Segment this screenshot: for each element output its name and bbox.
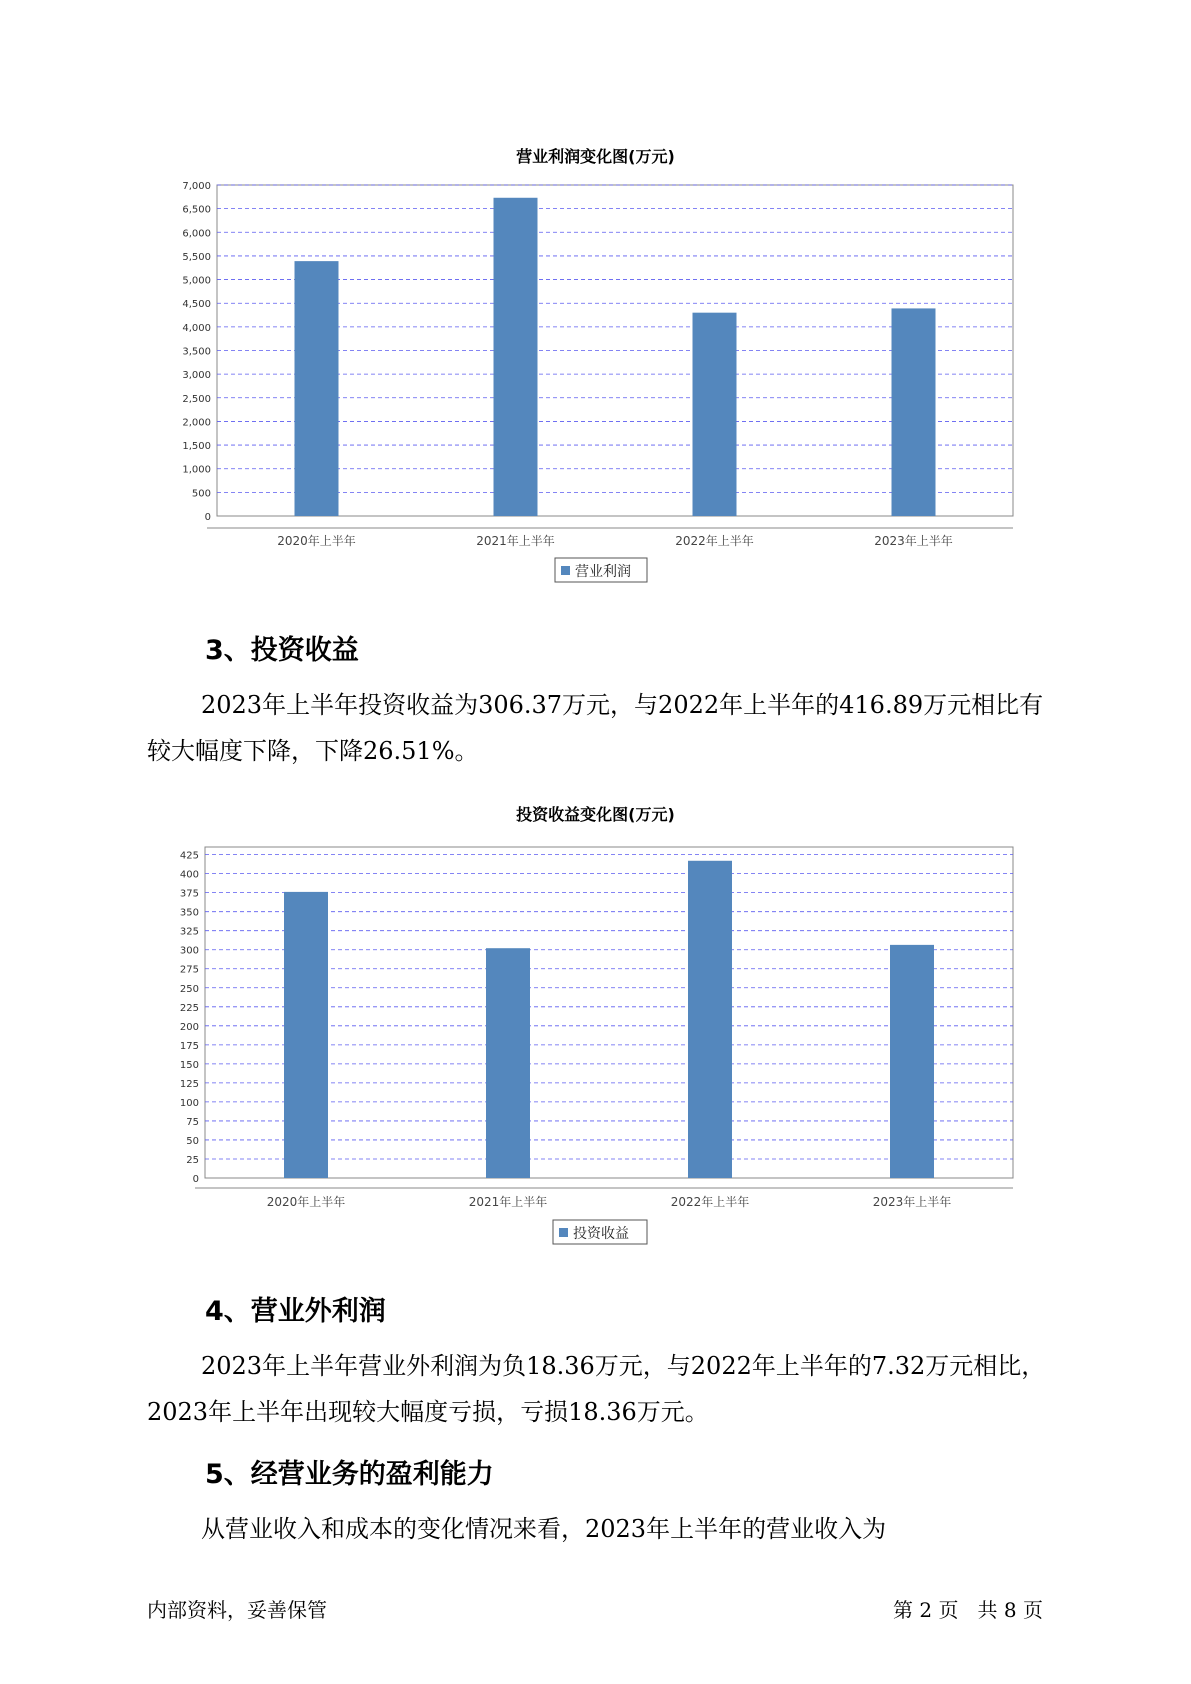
- chart1-y-tick-label: 6,000: [182, 228, 211, 240]
- chart2-y-tick-label: 100: [179, 1097, 199, 1109]
- chart1-legend-swatch: [561, 566, 570, 575]
- chart2-y-tick-label: 0: [192, 1174, 199, 1185]
- chart2-bar: [486, 948, 530, 1178]
- chart1-y-tick-label: 6,500: [182, 204, 211, 216]
- footer-page-number: 第 2 页 共 8 页: [893, 1598, 1043, 1622]
- chart2-y-tick-label: 225: [179, 1002, 199, 1014]
- chart1-title: 营业利润变化图(万元): [516, 147, 675, 166]
- chart2-y-tick-label: 150: [179, 1059, 199, 1071]
- chart1-y-tick-label: 4,500: [182, 299, 211, 311]
- chart1-y-tick-label: 5,500: [182, 251, 211, 263]
- footer-confidential: 内部资料，妥善保管: [147, 1598, 327, 1622]
- chart2-bar: [890, 945, 934, 1178]
- chart2-y-tick-label: 125: [179, 1078, 199, 1090]
- section5-text: 从营业收入和成本的变化情况来看，2023年上半年的营业收入为: [201, 1515, 887, 1543]
- chart1-bar: [494, 198, 538, 516]
- chart2-y-tick-label: 75: [186, 1116, 199, 1128]
- section4-paragraph: [147, 1343, 1057, 1435]
- chart2-bar: [284, 892, 328, 1178]
- chart2-y-tick-label: 25: [186, 1154, 199, 1166]
- chart2-y-tick-label: 250: [179, 983, 199, 995]
- chart1-bar: [693, 313, 737, 516]
- chart1-y-tick-label: 0: [204, 512, 211, 523]
- chart2-y-tick-label: 350: [179, 907, 199, 919]
- chart1-y-tick-label: 3,000: [182, 370, 211, 382]
- operating-profit-chart: [0, 170, 1191, 590]
- chart1-bar: [892, 308, 936, 516]
- section4-text: 2023年上半年营业外利润为负18.36万元，与2022年上半年的7.32万元相比，2023年上半年出现较大幅度亏损，亏损18.36万元。: [147, 1352, 1046, 1426]
- chart1-y-tick-label: 1,000: [182, 464, 211, 476]
- chart2-y-tick-label: 425: [179, 850, 199, 862]
- investment-income-chart: [0, 830, 1191, 1250]
- chart1-y-tick-label: 5,000: [182, 275, 211, 287]
- chart1-y-tick-label: 500: [191, 488, 211, 500]
- chart1-category-label: 2021年上半年: [476, 534, 555, 548]
- chart1-y-tick-label: 2,000: [182, 417, 211, 429]
- section5-heading: 5、经营业务的盈利能力: [205, 1459, 494, 1490]
- chart2-category-label: 2021年上半年: [468, 1195, 548, 1209]
- chart2-category-label: 2022年上半年: [670, 1195, 750, 1209]
- section3-paragraph: [147, 682, 1057, 774]
- chart1-bar: [295, 261, 339, 516]
- chart2-y-tick-label: 175: [179, 1040, 199, 1052]
- chart2-legend-swatch: [559, 1228, 568, 1237]
- chart2-y-tick-label: 200: [179, 1021, 199, 1033]
- chart2-y-tick-label: 400: [179, 869, 199, 881]
- chart2-y-tick-label: 275: [179, 964, 199, 976]
- chart2-bar: [688, 861, 732, 1178]
- section3-text: 2023年上半年投资收益为306.37万元，与2022年上半年的416.89万元相比有较大幅度下降，下降26.51%。: [147, 691, 1044, 765]
- section5-paragraph: [147, 1506, 1057, 1552]
- chart1-y-tick-label: 7,000: [182, 181, 211, 192]
- chart1-legend-label: 营业利润: [575, 564, 631, 580]
- chart2-y-tick-label: 50: [186, 1135, 199, 1147]
- chart2-legend-label: 投资收益: [573, 1226, 629, 1242]
- chart1-y-tick-label: 3,500: [182, 346, 211, 358]
- section3-heading: 3、投资收益: [205, 635, 359, 666]
- chart1-y-tick-label: 2,500: [182, 393, 211, 405]
- section4-heading: 4、营业外利润: [205, 1296, 386, 1327]
- chart1-y-tick-label: 4,000: [182, 322, 211, 334]
- chart2-y-tick-label: 375: [179, 888, 199, 900]
- chart1-category-label: 2022年上半年: [675, 534, 754, 548]
- chart1-category-label: 2023年上半年: [874, 534, 953, 548]
- chart1-y-tick-label: 1,500: [182, 441, 211, 453]
- chart2-category-label: 2023年上半年: [872, 1195, 952, 1209]
- chart2-y-tick-label: 325: [179, 926, 199, 938]
- chart1-category-label: 2020年上半年: [277, 534, 356, 548]
- chart2-category-label: 2020年上半年: [266, 1195, 346, 1209]
- chart2-y-tick-label: 300: [179, 945, 199, 957]
- chart2-title: 投资收益变化图(万元): [516, 805, 675, 824]
